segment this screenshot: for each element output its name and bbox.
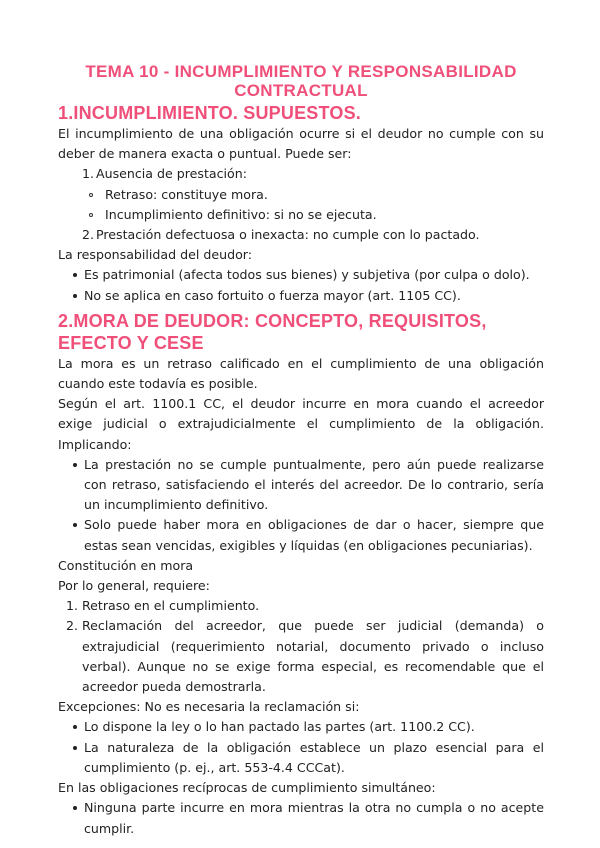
bullet-icon [73,294,77,298]
list-item-text: Retraso en el cumplimiento. [82,598,260,614]
supuestos-list-cont [58,225,544,245]
section-heading-mora: 2.MORA DE DEUDOR: CONCEPTO, REQUISITOS, EFECTO Y CESE [58,310,487,353]
list-item-text: La naturaleza de la obligación establece un plazo esencial para el cumplimiento (p. ej., art. 553-4.4 CCCat). [84,739,544,775]
bullet-icon [73,725,77,729]
section-heading-incumplimiento: 1.INCUMPLIMIENTO. SUPUESTOS. [58,103,361,123]
list-number: 1. [82,166,95,182]
requiere-list [58,596,544,697]
list-item-text: Incumplimiento definitivo: si no se ejecuta. [105,206,377,222]
mora-art-text: Según el art. 1100.1 CC, el deudor incurre en mora cuando el acreedor exige judicial o extrajudicialmente el cumplimiento de la obligación. Implicando: [58,396,544,452]
list-number: 2. [66,618,79,634]
circle-bullet-icon [89,193,93,197]
list-item [82,164,544,184]
responsabilidad-label: La responsabilidad del deudor: [58,247,252,263]
list-item-text: Ausencia de prestación: [96,166,247,182]
list-item-text: Prestación defectuosa o inexacta: no cumple con lo pactado. [96,227,480,243]
bullet-icon [73,806,77,810]
list-item [82,225,544,245]
reciprocas-list [58,798,544,838]
excepciones-list [58,717,544,778]
list-item [84,455,544,516]
section1-intro: El incumplimiento de una obligación ocurre si el deudor no cumple con su deber de manera exacta o puntual. Puede ser: [58,126,544,162]
mora-definition: La mora es un retraso calificado en el cumplimiento de una obligación cuando este todavía es posible. [58,355,544,392]
list-item [105,205,544,225]
list-item-text: Ninguna parte incurre en mora mientras la otra no cumpla o no acepte cumplir. [84,800,544,836]
list-item [84,515,544,555]
list-item [66,616,544,697]
list-number: 1. [66,598,79,614]
list-item [84,717,544,737]
list-item-text: Es patrimonial (afecta todos sus bienes) y subjetiva (por culpa o dolo). [84,267,530,283]
list-item [66,596,544,616]
reciprocas-label: En las obligaciones recíprocas de cumplimiento simultáneo: [58,780,436,796]
excepciones-label: Excepciones: No es necesaria la reclamación si: [58,699,360,715]
responsabilidad-list [58,265,544,305]
constitucion-label: Constitución en mora [58,557,194,573]
ausencia-sublist [58,185,544,225]
list-item-text: Reclamación del acreedor, que puede ser judicial (demanda) o extrajudicial (requerimiento notarial, documento privado o incluso verbal). Aunque no se exige forma especial, es recomendable que el acreedor pueda demostrarla. [82,618,544,695]
bullet-icon [73,523,77,527]
list-number: 2. [82,227,95,243]
requiere-label: Por lo general, requiere: [58,578,210,594]
list-item-text: No se aplica en caso fortuito o fuerza mayor (art. 1105 CC). [84,287,461,303]
bullet-icon [73,273,77,277]
list-item [84,798,544,838]
bullet-icon [73,463,77,467]
list-item-text: Lo dispone la ley o lo han pactado las partes (art. 1100.2 CC). [84,719,475,735]
list-item [84,265,544,285]
circle-bullet-icon [89,213,93,217]
bullet-icon [73,746,77,750]
list-item-text: Retraso: constituye mora. [105,186,268,202]
implica-list [58,455,544,556]
list-item [84,738,544,778]
supuestos-list [58,164,544,184]
list-item-text: Solo puede haber mora en obligaciones de dar o hacer, siempre que estas sean vencidas, exigibles y líquidas (en obligaciones pecuniarias). [84,517,544,553]
list-item [84,286,544,306]
list-item-text: La prestación no se cumple puntualmente, pero aún puede realizarse con retraso, satisfaciendo el interés del acreedor. De lo contrario, sería un incumplimiento definitivo. [84,456,544,513]
list-item [105,185,544,205]
page-title: TEMA 10 - INCUMPLIMIENTO Y RESPONSABILIDAD CONTRACTUAL [85,62,517,100]
